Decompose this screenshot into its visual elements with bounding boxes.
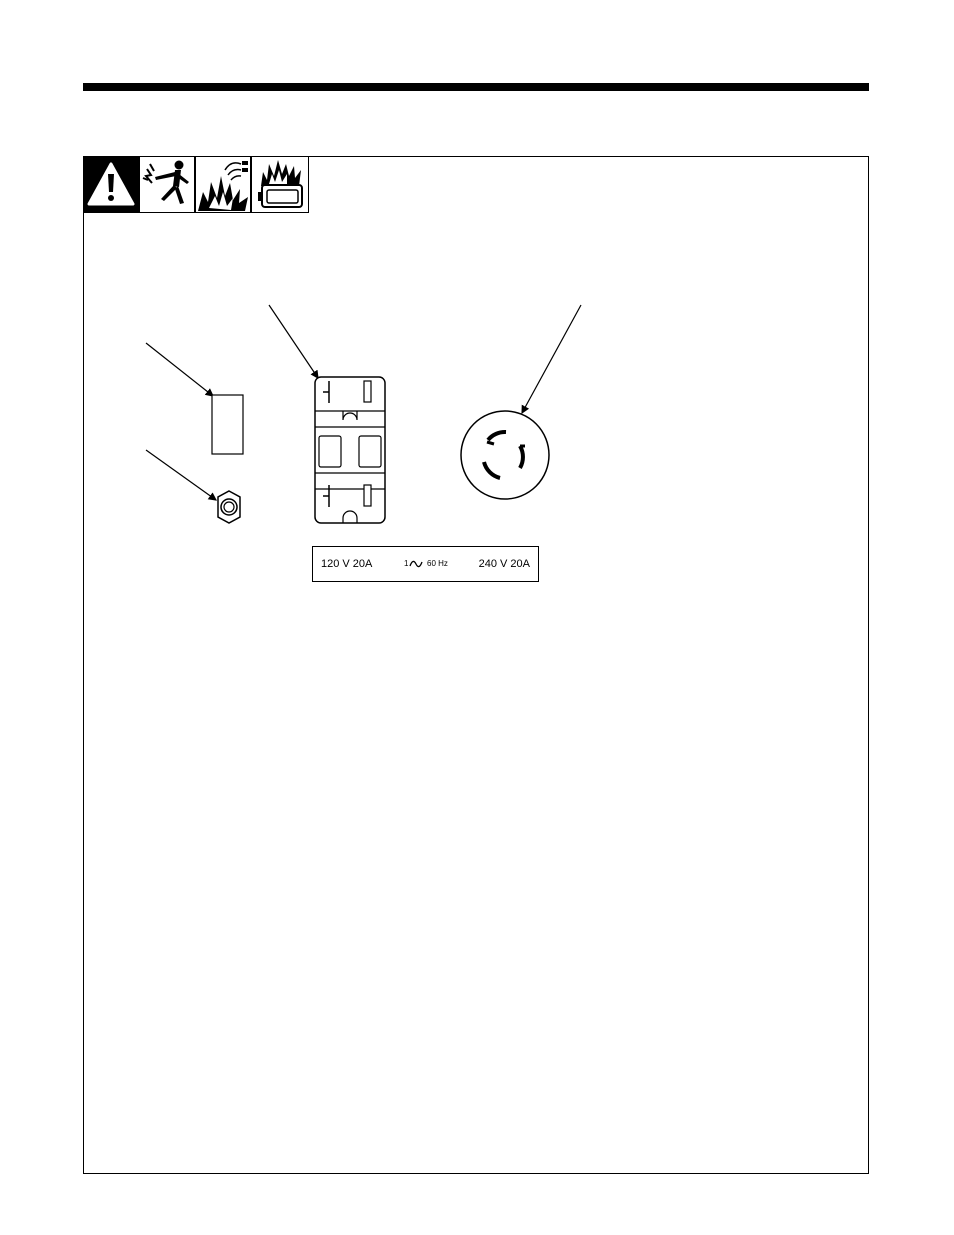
rating-120v: 120 V 20A bbox=[321, 558, 373, 570]
frequency-text: 60 Hz bbox=[427, 559, 448, 568]
leader-line-twistlock bbox=[522, 305, 581, 413]
circuit-breaker bbox=[212, 395, 243, 454]
phase-number: 1 bbox=[404, 559, 409, 568]
leader-line-nut bbox=[146, 450, 216, 500]
rating-240v: 240 V 20A bbox=[478, 558, 530, 570]
fuse-holder-nut bbox=[218, 491, 240, 523]
leader-line-duplex bbox=[269, 305, 318, 378]
ac-sine-icon bbox=[409, 558, 423, 570]
rating-label bbox=[312, 546, 539, 582]
duplex-receptacle bbox=[315, 377, 385, 523]
twistlock-receptacle bbox=[461, 411, 549, 499]
leader-line-breaker bbox=[146, 343, 213, 396]
